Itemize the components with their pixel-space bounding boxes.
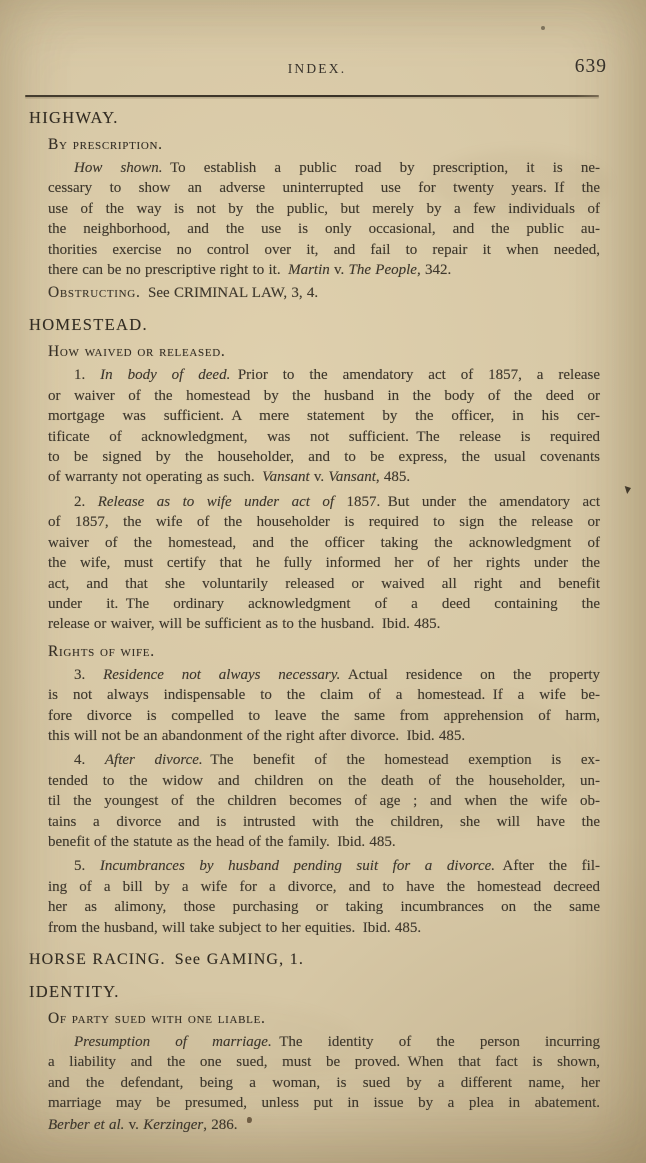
index-paragraph	[48, 665, 600, 747]
entry-heading: IDENTITY.	[29, 982, 120, 1001]
text-segment: of 1857, the wife of the householder is required to sign the release or	[48, 514, 600, 531]
entry-heading: HOMESTEAD.	[29, 315, 148, 335]
text-line	[48, 240, 600, 260]
index-paragraph	[48, 1032, 600, 1114]
text-segment: 1.	[74, 367, 101, 384]
text-segment: Prior to the amendatory act of 1857, a release	[230, 367, 601, 384]
text-segment: Kerzinger	[143, 1116, 204, 1133]
text-segment: Obstructing.	[48, 284, 141, 302]
index-paragraph	[48, 158, 600, 280]
text-line	[48, 386, 600, 406]
text-line	[48, 260, 600, 280]
case-reference-line	[48, 1115, 600, 1135]
text-segment: Presumption of marriage.	[74, 1034, 272, 1050]
text-line	[48, 791, 600, 811]
index-paragraph	[48, 750, 600, 852]
text-line	[48, 467, 600, 487]
text-segment: v.	[309, 469, 329, 486]
sub-cross-reference	[48, 283, 600, 303]
entry-cross-reference	[29, 950, 600, 970]
text-line	[48, 1032, 600, 1052]
text-segment: See GAMING, 1.	[165, 951, 304, 968]
text-segment: release or waiver, will be sufficient as to the husband. Ibid. 485.	[48, 616, 441, 633]
text-line	[48, 594, 600, 614]
ink-speck	[624, 486, 631, 494]
text-segment: marriage may be presumed, unless put in issue by a plea in abatement.	[48, 1095, 600, 1112]
text-segment: 4.	[74, 752, 105, 769]
text-line	[48, 665, 600, 685]
text-segment: ing of a bill by a wife for a divorce, and to have the homestead decreed	[48, 878, 600, 895]
text-segment: waiver of the homestead, and the officer taking the acknowledgment of	[48, 534, 600, 551]
text-line	[48, 856, 600, 876]
text-segment: 5.	[74, 858, 100, 875]
index-paragraph	[48, 492, 600, 635]
text-line	[48, 219, 600, 239]
text-segment: How shown.	[74, 160, 163, 176]
text-segment: The identity of the person incurring	[271, 1034, 600, 1050]
text-segment: The People	[348, 262, 417, 279]
text-segment: act, and that she voluntarily released or waived all right and benefit	[48, 575, 600, 592]
text-line	[48, 512, 600, 532]
text-line	[48, 158, 600, 178]
text-segment: from the husband, will take subject to her equities. Ibid. 485.	[48, 919, 422, 936]
text-line	[48, 771, 600, 791]
text-segment: Vansant	[262, 469, 310, 486]
index-paragraph	[48, 856, 600, 938]
text-line	[48, 574, 600, 594]
text-segment: 2.	[74, 493, 98, 510]
text-line	[48, 918, 600, 938]
text-line	[48, 553, 600, 573]
text-line	[48, 178, 600, 198]
text-line	[48, 832, 600, 852]
text-segment: 1857. But under the amendatory act	[334, 493, 600, 510]
text-segment: the wife, must certify that he fully informed her of her rights under the	[48, 555, 600, 572]
text-segment: , 342.	[416, 262, 452, 279]
text-segment: After the fil-	[495, 858, 600, 875]
text-segment: , 485.	[375, 469, 411, 486]
text-segment: or waiver of the homestead by the husband in the body of the deed or	[48, 387, 600, 404]
text-segment: See CRIMINAL LAW, 3, 4.	[140, 285, 319, 302]
text-segment: tended to the widow and children on the death of the householder, un-	[48, 772, 600, 789]
subheading: Of party sued with one liable.	[48, 1010, 266, 1027]
text-segment: v.	[124, 1116, 144, 1133]
text-segment: her as alimony, those purchasing or taking incumbrances on the same	[48, 899, 600, 916]
text-segment: the neighborhood, and the use is only occasional, and the public au-	[48, 221, 600, 238]
text-segment: benefit of the statute as the head of the family. Ibid. 485.	[48, 833, 396, 850]
text-segment: tificate of acknowledgment, was not sufficient. The release is required	[48, 428, 600, 445]
text-line	[48, 406, 600, 426]
text-segment: fore divorce is compelled to leave the same from apprehension of harm,	[48, 707, 600, 724]
subheading: By prescription.	[48, 136, 163, 153]
text-line	[48, 726, 600, 746]
running-head: INDEX.	[287, 61, 347, 76]
text-segment: use of the way is not by the public, but merely by a few individuals of	[48, 200, 600, 217]
text-line	[48, 492, 600, 512]
text-line	[48, 427, 600, 447]
text-line	[48, 706, 600, 726]
text-line	[48, 877, 600, 897]
subheading: Rights of wife.	[48, 642, 155, 660]
text-segment: under it. The ordinary acknowledgment of a deed containing the	[48, 595, 600, 612]
text-line	[48, 447, 600, 467]
text-segment: there can be no prescriptive right to it.	[48, 262, 289, 279]
text-segment: of warranty not operating as such.	[48, 469, 263, 486]
text-line	[48, 1093, 600, 1113]
text-segment: Vansant	[328, 469, 376, 486]
text-line	[48, 750, 600, 770]
text-segment: Martin	[288, 262, 330, 279]
text-segment: , 286.	[203, 1116, 238, 1133]
text-segment: cessary to show an adverse uninterrupted use for twenty years. If the	[48, 180, 600, 197]
entry-heading: HIGHWAY.	[29, 108, 119, 127]
page-number: 639	[574, 56, 607, 77]
text-segment: a liability and the one sued, must be proved. When that fact is shown,	[48, 1054, 600, 1071]
text-segment: To establish a public road by prescription, it is ne-	[162, 160, 600, 176]
text-line	[48, 533, 600, 553]
text-segment: After divorce.	[104, 752, 203, 769]
text-segment: to be signed by the householder, and to be express, the usual covenants	[48, 449, 600, 466]
subheading: How waived or released.	[48, 343, 226, 361]
text-segment: is not always indispensable to the claim of a homestead. If a wife be-	[48, 687, 600, 704]
text-segment: til the youngest of the children becomes of age ; and when the wife ob-	[48, 793, 600, 810]
text-segment: 3.	[74, 666, 104, 683]
page-content	[29, 96, 601, 1135]
text-segment: mortgage was sufficient. A mere statement by the officer, in his cer-	[48, 408, 600, 425]
text-segment: Berber et al.	[48, 1116, 125, 1133]
text-line	[48, 812, 600, 832]
text-segment: tains a divorce and is intrusted with the children, she will have the	[48, 813, 600, 830]
text-line	[48, 1073, 600, 1093]
index-paragraph	[48, 365, 600, 487]
text-line	[48, 1052, 600, 1072]
text-line	[48, 685, 600, 705]
text-line	[48, 199, 600, 219]
text-segment: Incumbrances by husband pending suit for a divorce.	[99, 858, 496, 875]
text-segment: this will not be an abandonment of the right after divorce. Ibid. 485.	[48, 727, 466, 744]
text-segment: The benefit of the homestead exemption is ex-	[202, 752, 600, 769]
text-segment: In body of deed.	[100, 367, 231, 384]
text-segment: v.	[329, 262, 349, 279]
text-line	[48, 614, 600, 634]
text-segment: and the defendant, being a woman, is sued by a different name, her	[48, 1074, 600, 1091]
text-segment: thorities exercise no control over it, and fail to repair it when needed,	[48, 241, 600, 258]
text-segment: Release as to wife under act of	[97, 493, 335, 510]
text-line	[48, 365, 600, 385]
text-segment: Residence not always necessary.	[103, 666, 341, 683]
text-segment: HORSE RACING.	[29, 951, 166, 968]
text-line	[48, 897, 600, 917]
text-segment: Actual residence on the property	[340, 666, 601, 683]
ink-speck	[541, 26, 545, 30]
